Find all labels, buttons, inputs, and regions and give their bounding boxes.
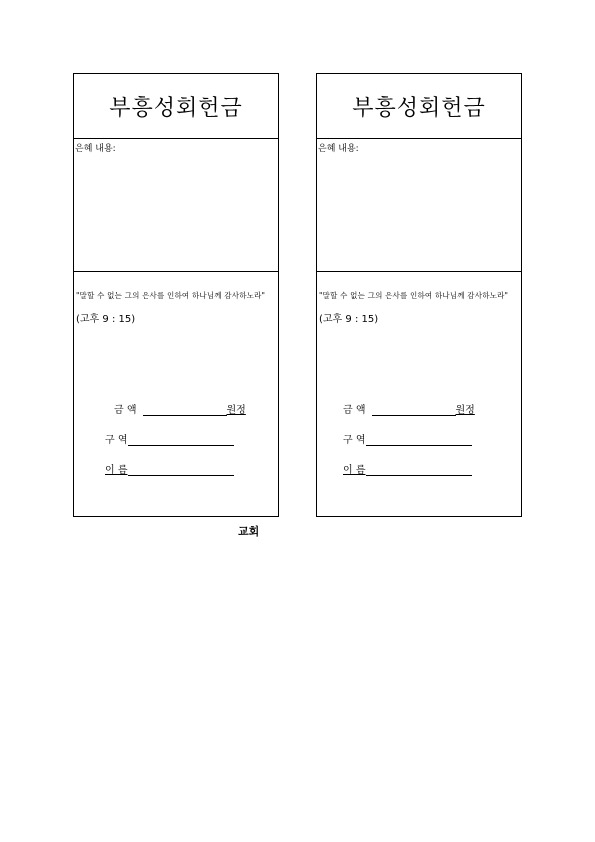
name-label: 이 름 [343, 465, 366, 476]
amount-unit: 원정 [455, 405, 475, 416]
grace-label: 은혜 내용: [75, 144, 116, 154]
title-cell [74, 74, 278, 139]
amount-field[interactable] [114, 401, 246, 416]
offering-card-right [316, 73, 522, 517]
district-line[interactable] [128, 434, 234, 446]
amount-line[interactable] [372, 404, 456, 416]
grace-label: 은혜 내용: [318, 144, 359, 154]
district-line[interactable] [366, 434, 472, 446]
district-field[interactable] [343, 431, 472, 446]
district-label: 구 역 [105, 435, 128, 446]
grace-content-area[interactable] [317, 139, 521, 272]
verse-reference: (고후 9 : 15) [76, 314, 136, 325]
church-label: 교회 [238, 525, 260, 538]
name-field[interactable] [343, 461, 472, 476]
bible-verse: "말할 수 없는 그의 은사를 인하여 하나님께 감사하노라" [76, 291, 266, 300]
name-line[interactable] [128, 464, 234, 476]
details-cell [317, 272, 521, 516]
amount-label: 금 액 [343, 405, 366, 416]
amount-unit: 원정 [226, 405, 246, 416]
verse-reference: (고후 9 : 15) [319, 314, 379, 325]
grace-content-area[interactable] [74, 139, 278, 272]
title-cell [317, 74, 521, 139]
amount-label: 금 액 [114, 405, 137, 416]
amount-line[interactable] [143, 404, 227, 416]
amount-field[interactable] [343, 401, 475, 416]
card-title: 부흥성회헌금 [109, 95, 243, 121]
name-label: 이 름 [105, 465, 128, 476]
name-line[interactable] [366, 464, 472, 476]
district-label: 구 역 [343, 435, 366, 446]
details-cell [74, 272, 278, 516]
card-title: 부흥성회헌금 [352, 95, 486, 121]
name-field[interactable] [105, 461, 234, 476]
district-field[interactable] [105, 431, 234, 446]
offering-card-left [73, 73, 279, 517]
bible-verse: "말할 수 없는 그의 은사를 인하여 하나님께 감사하노라" [319, 291, 509, 300]
